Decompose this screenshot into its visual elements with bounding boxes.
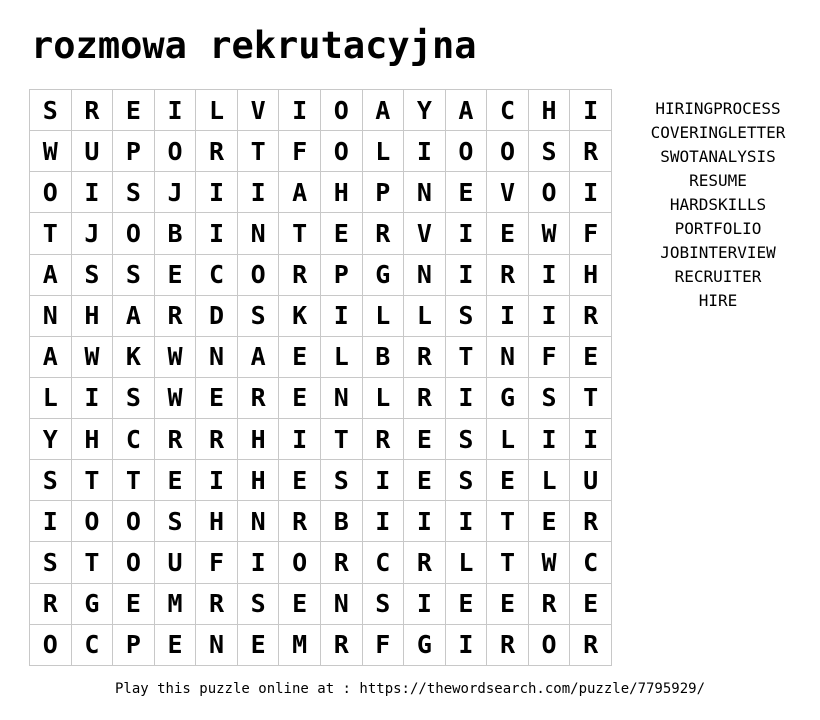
grid-cell[interactable]: R <box>155 296 197 337</box>
grid-cell[interactable]: R <box>279 501 321 542</box>
grid-cell[interactable]: N <box>196 625 238 666</box>
word-list-item: HIRINGPROCESS <box>655 99 781 118</box>
grid-cell[interactable]: R <box>196 131 238 172</box>
grid-cell[interactable]: I <box>446 625 488 666</box>
grid-cell[interactable]: L <box>446 542 488 583</box>
grid-cell[interactable]: N <box>196 337 238 378</box>
grid-cell[interactable]: E <box>279 460 321 501</box>
grid-cell[interactable]: E <box>446 584 488 625</box>
grid-cell[interactable]: C <box>363 542 405 583</box>
grid-cell[interactable]: I <box>72 378 114 419</box>
grid-cell[interactable]: R <box>404 378 446 419</box>
grid-cell[interactable]: G <box>404 625 446 666</box>
grid-cell[interactable]: R <box>570 296 612 337</box>
grid-cell[interactable]: I <box>155 90 197 131</box>
grid-cell[interactable]: R <box>196 419 238 460</box>
grid-cell[interactable]: E <box>321 213 363 254</box>
grid-cell[interactable]: W <box>529 542 571 583</box>
grid-cell[interactable]: I <box>446 255 488 296</box>
grid-cell[interactable]: T <box>238 131 280 172</box>
grid-cell[interactable]: P <box>363 172 405 213</box>
grid-cell[interactable]: G <box>363 255 405 296</box>
grid-cell[interactable]: P <box>113 131 155 172</box>
grid-cell[interactable]: E <box>238 625 280 666</box>
letter-grid <box>29 89 612 666</box>
grid-cell[interactable]: O <box>113 542 155 583</box>
grid-cell[interactable]: I <box>446 501 488 542</box>
grid-cell[interactable]: S <box>238 296 280 337</box>
grid-cell[interactable]: O <box>113 501 155 542</box>
grid-cell[interactable]: V <box>238 90 280 131</box>
grid-cell[interactable]: L <box>30 378 72 419</box>
grid-cell[interactable]: C <box>113 419 155 460</box>
grid-cell[interactable]: I <box>238 172 280 213</box>
grid-cell[interactable]: R <box>529 584 571 625</box>
grid-cell[interactable]: O <box>529 625 571 666</box>
grid-cell[interactable]: S <box>238 584 280 625</box>
grid-cell[interactable]: C <box>72 625 114 666</box>
grid-cell[interactable]: F <box>279 131 321 172</box>
grid-cell[interactable]: O <box>30 625 72 666</box>
grid-cell[interactable]: E <box>570 337 612 378</box>
grid-cell[interactable]: O <box>72 501 114 542</box>
grid-cell[interactable]: E <box>155 625 197 666</box>
grid-cell[interactable]: P <box>321 255 363 296</box>
grid-cell[interactable]: O <box>487 131 529 172</box>
word-list-item: HARDSKILLS <box>669 195 767 214</box>
grid-cell[interactable]: C <box>196 255 238 296</box>
grid-cell[interactable]: L <box>321 337 363 378</box>
grid-cell[interactable]: R <box>196 584 238 625</box>
grid-cell[interactable]: N <box>404 255 446 296</box>
grid-cell[interactable]: L <box>404 296 446 337</box>
grid-cell[interactable]: L <box>363 378 405 419</box>
grid-cell[interactable]: S <box>30 542 72 583</box>
grid-cell[interactable]: O <box>155 131 197 172</box>
grid-cell[interactable]: A <box>279 172 321 213</box>
grid-cell[interactable]: Y <box>30 419 72 460</box>
grid-cell[interactable]: I <box>196 213 238 254</box>
grid-cell[interactable]: E <box>529 501 571 542</box>
grid-cell[interactable]: I <box>363 460 405 501</box>
word-list-item: JOBINTERVIEW <box>660 243 776 262</box>
grid-cell[interactable]: E <box>487 213 529 254</box>
grid-cell[interactable]: N <box>404 172 446 213</box>
word-list-item: RESUME <box>689 171 747 190</box>
grid-cell[interactable]: R <box>570 131 612 172</box>
grid-cell[interactable]: E <box>279 378 321 419</box>
grid-cell[interactable]: F <box>529 337 571 378</box>
grid-cell[interactable]: T <box>487 501 529 542</box>
grid-cell[interactable]: S <box>446 296 488 337</box>
word-list <box>628 97 808 313</box>
grid-cell[interactable]: S <box>155 501 197 542</box>
grid-cell[interactable]: L <box>529 460 571 501</box>
grid-cell[interactable]: S <box>446 419 488 460</box>
grid-cell[interactable]: R <box>487 255 529 296</box>
grid-cell[interactable]: C <box>487 90 529 131</box>
grid-cell[interactable]: O <box>238 255 280 296</box>
grid-cell[interactable]: E <box>404 419 446 460</box>
grid-cell[interactable]: E <box>113 584 155 625</box>
grid-cell[interactable]: H <box>321 172 363 213</box>
grid-cell[interactable]: E <box>404 460 446 501</box>
grid-cell[interactable]: R <box>487 625 529 666</box>
word-list-item: PORTFOLIO <box>674 219 762 238</box>
grid-cell[interactable]: A <box>363 90 405 131</box>
grid-cell[interactable]: F <box>196 542 238 583</box>
grid-cell[interactable]: M <box>279 625 321 666</box>
grid-cell[interactable]: E <box>113 90 155 131</box>
grid-cell[interactable]: L <box>196 90 238 131</box>
word-list-item: HIRE <box>698 291 738 310</box>
grid-cell[interactable]: E <box>279 584 321 625</box>
grid-cell[interactable]: I <box>72 172 114 213</box>
grid-cell[interactable]: E <box>446 172 488 213</box>
grid-cell[interactable]: F <box>570 213 612 254</box>
grid-cell[interactable]: Y <box>404 90 446 131</box>
grid-cell[interactable]: K <box>279 296 321 337</box>
grid-cell[interactable]: N <box>238 501 280 542</box>
grid-cell[interactable]: S <box>30 90 72 131</box>
grid-cell[interactable]: H <box>196 501 238 542</box>
grid-cell[interactable]: O <box>279 542 321 583</box>
grid-cell[interactable]: H <box>238 419 280 460</box>
grid-cell[interactable]: I <box>279 419 321 460</box>
grid-cell[interactable]: J <box>72 213 114 254</box>
grid-cell[interactable]: P <box>113 625 155 666</box>
grid-cell[interactable]: B <box>155 213 197 254</box>
grid-cell[interactable]: R <box>321 625 363 666</box>
grid-cell[interactable]: W <box>30 131 72 172</box>
grid-cell[interactable]: R <box>30 584 72 625</box>
grid-cell[interactable]: A <box>113 296 155 337</box>
grid-cell[interactable]: I <box>570 172 612 213</box>
grid-cell[interactable]: R <box>404 337 446 378</box>
grid-cell[interactable]: A <box>30 255 72 296</box>
grid-cell[interactable]: V <box>404 213 446 254</box>
grid-cell[interactable]: R <box>363 213 405 254</box>
grid-cell[interactable]: U <box>570 460 612 501</box>
grid-cell[interactable]: C <box>570 542 612 583</box>
grid-cell[interactable]: W <box>155 337 197 378</box>
grid-cell[interactable]: S <box>113 172 155 213</box>
grid-cell[interactable]: S <box>72 255 114 296</box>
grid-cell[interactable]: N <box>321 378 363 419</box>
grid-cell[interactable]: M <box>155 584 197 625</box>
grid-cell[interactable]: I <box>446 213 488 254</box>
grid-cell[interactable]: D <box>196 296 238 337</box>
grid-cell[interactable]: O <box>113 213 155 254</box>
grid-cell[interactable]: N <box>238 213 280 254</box>
grid-cell[interactable]: T <box>72 460 114 501</box>
grid-cell[interactable]: S <box>529 378 571 419</box>
grid-cell[interactable]: I <box>529 296 571 337</box>
grid-cell[interactable]: R <box>570 625 612 666</box>
grid-cell[interactable]: R <box>363 419 405 460</box>
grid-cell[interactable]: E <box>155 460 197 501</box>
grid-cell[interactable]: U <box>155 542 197 583</box>
grid-cell[interactable]: S <box>363 584 405 625</box>
grid-cell[interactable]: L <box>363 131 405 172</box>
grid-cell[interactable]: I <box>196 172 238 213</box>
word-list-item: SWOTANALYSIS <box>660 147 776 166</box>
grid-cell[interactable]: I <box>196 460 238 501</box>
grid-cell[interactable]: I <box>529 255 571 296</box>
grid-cell[interactable]: E <box>487 584 529 625</box>
grid-cell[interactable]: R <box>321 542 363 583</box>
grid-cell[interactable]: S <box>113 255 155 296</box>
grid-cell[interactable]: N <box>321 584 363 625</box>
grid-cell[interactable]: I <box>446 378 488 419</box>
grid-cell[interactable]: V <box>487 172 529 213</box>
grid-cell[interactable]: A <box>238 337 280 378</box>
footer-link-text: Play this puzzle online at : https://thewordsearch.com/puzzle/7795929/ <box>114 681 705 697</box>
grid-cell[interactable]: G <box>487 378 529 419</box>
grid-cell[interactable]: T <box>72 542 114 583</box>
puzzle-title: rozmowa rekrutacyjna <box>31 24 477 67</box>
grid-cell[interactable]: K <box>113 337 155 378</box>
grid-cell[interactable]: I <box>404 584 446 625</box>
grid-cell[interactable]: F <box>363 625 405 666</box>
grid-cell[interactable]: G <box>72 584 114 625</box>
grid-cell[interactable]: T <box>487 542 529 583</box>
grid-cell[interactable]: I <box>404 501 446 542</box>
grid-cell[interactable]: R <box>404 542 446 583</box>
grid-cell[interactable]: I <box>30 501 72 542</box>
grid-cell[interactable]: I <box>363 501 405 542</box>
grid-cell[interactable]: I <box>404 131 446 172</box>
grid-cell[interactable]: L <box>363 296 405 337</box>
grid-cell[interactable]: H <box>529 90 571 131</box>
grid-cell[interactable]: B <box>321 501 363 542</box>
grid-cell[interactable]: W <box>72 337 114 378</box>
grid-cell[interactable]: E <box>487 460 529 501</box>
grid-cell[interactable]: O <box>321 131 363 172</box>
grid-cell[interactable]: H <box>72 296 114 337</box>
grid-cell[interactable]: H <box>570 255 612 296</box>
grid-cell[interactable]: O <box>446 131 488 172</box>
grid-cell[interactable]: I <box>570 419 612 460</box>
grid-cell[interactable]: E <box>196 378 238 419</box>
grid-cell[interactable]: R <box>155 419 197 460</box>
grid-cell[interactable]: J <box>155 172 197 213</box>
grid-cell[interactable]: I <box>238 542 280 583</box>
grid-cell[interactable]: H <box>238 460 280 501</box>
word-list-item: RECRUITER <box>674 267 762 286</box>
grid-cell[interactable]: W <box>529 213 571 254</box>
grid-cell[interactable]: E <box>155 255 197 296</box>
grid-cell[interactable]: O <box>30 172 72 213</box>
grid-cell[interactable]: R <box>279 255 321 296</box>
grid-cell[interactable]: R <box>72 90 114 131</box>
grid-cell[interactable]: S <box>113 378 155 419</box>
grid-cell[interactable]: O <box>321 90 363 131</box>
grid-cell[interactable]: L <box>487 419 529 460</box>
grid-cell[interactable]: W <box>155 378 197 419</box>
grid-cell[interactable]: A <box>446 90 488 131</box>
grid-cell[interactable]: S <box>30 460 72 501</box>
grid-cell[interactable]: I <box>487 296 529 337</box>
grid-cell[interactable]: T <box>279 213 321 254</box>
grid-cell[interactable]: H <box>72 419 114 460</box>
grid-cell[interactable]: I <box>570 90 612 131</box>
grid-cell[interactable]: T <box>321 419 363 460</box>
grid-cell[interactable]: A <box>30 337 72 378</box>
grid-cell[interactable]: R <box>238 378 280 419</box>
grid-cell[interactable]: S <box>529 131 571 172</box>
grid-cell[interactable]: I <box>321 296 363 337</box>
word-list-item: COVERINGLETTER <box>650 123 786 142</box>
grid-cell[interactable]: I <box>529 419 571 460</box>
grid-cell[interactable]: O <box>529 172 571 213</box>
grid-cell[interactable]: S <box>321 460 363 501</box>
grid-cell[interactable]: N <box>487 337 529 378</box>
grid-cell[interactable]: S <box>446 460 488 501</box>
grid-cell[interactable]: T <box>30 213 72 254</box>
grid-cell[interactable]: T <box>113 460 155 501</box>
grid-cell[interactable]: B <box>363 337 405 378</box>
grid-cell[interactable]: T <box>570 378 612 419</box>
grid-cell[interactable]: N <box>30 296 72 337</box>
grid-cell[interactable]: T <box>446 337 488 378</box>
grid-cell[interactable]: E <box>279 337 321 378</box>
grid-cell[interactable]: I <box>279 90 321 131</box>
grid-cell[interactable]: E <box>570 584 612 625</box>
grid-cell[interactable]: U <box>72 131 114 172</box>
grid-cell[interactable]: R <box>570 501 612 542</box>
